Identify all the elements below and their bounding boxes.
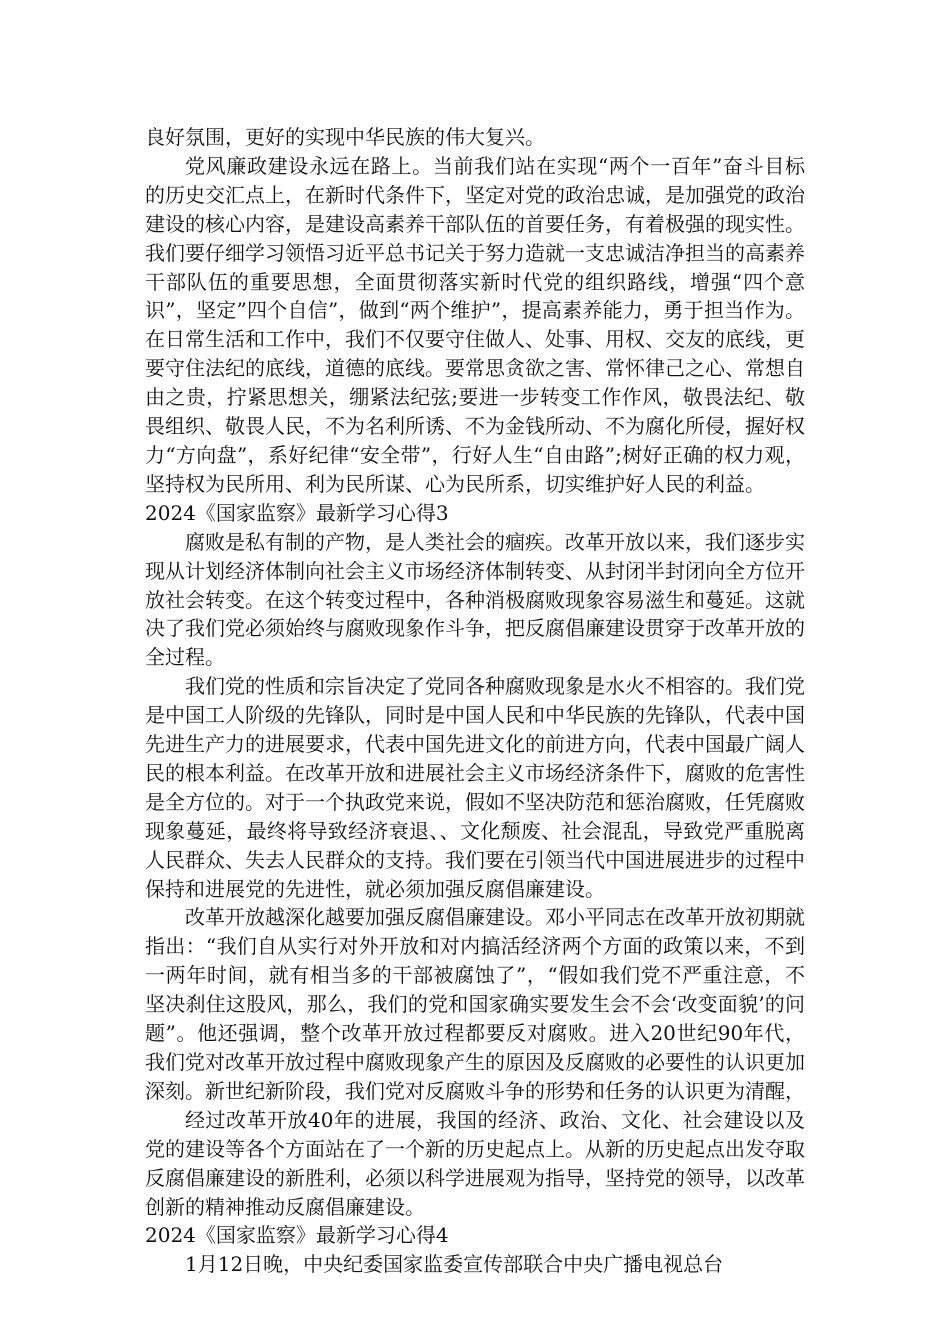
paragraph-body: 我们党的性质和宗旨决定了党同各种腐败现象是水火不相容的。我们党是中国工人阶级的先锋队，同时是中国人民和中华民族的先锋队，代表中国先进生产力的进展要求，代表中国先进文化的前进方向，代表中国最广阔人民的根本利益。在改革开放和进展社会主义市场经济条件下，腐败的危害性是全方位的。对于一个执政党来说，假如不坚决防范和惩治腐败，任凭腐败现象蔓延，最终将导致经济衰退、、文化颓废、社会混乱，导致党严重脱离人民群众、失去人民群众的支持。我们要在引领当代中国进展进步的过程中保持和进展党的先进性，就必须加强反腐倡廉建设。 [145, 674, 805, 901]
paragraph-continuation: 良好氛围，更好的实现中华民族的伟大复兴。 [145, 125, 545, 149]
paragraph-body: 经过改革开放40年的进展，我国的经济、政治、文化、社会建设以及党的建设等各个方面站在了一个新的历史起点上。从新的历史起点出发夺取反腐倡廉建设的新胜利，必须以科学进展观为指导，坚持党的领导，以改革创新的精神推动反腐倡廉建设。 [145, 1107, 805, 1219]
document-page [145, 123, 805, 1279]
section-heading-4: 2024《国家监察》最新学习心得4 [145, 1223, 449, 1248]
paragraph-body: 党风廉政建设永远在路上。当前我们站在实现“两个一百年”奋斗目标的历史交汇点上，在新时代条件下，坚定对党的政治忠诚，是加强党的政治建设的核心内容，是建设高素养干部队伍的首要任务，有着极强的现实性。我们要仔细学习领悟习近平总书记关于努力造就一支忠诚洁净担当的高素养干部队伍的重要思想，全面贯彻落实新时代党的组织路线，增强“四个意识”，坚定”四个自信”，做到“两个维护”，提高素养能力，勇于担当作为。在日常生活和工作中，我们不仅要守住做人、处事、用权、交友的底线，更要守住法纪的底线，道德的底线。要常思贪欲之害、常怀律己之心、常想自由之贵，拧紧思想关，绷紧法纪弦;要进一步转变工作作风，敬畏法纪、敬畏组织、敬畏人民，不为名利所诱、不为金钱所动、不为腐化所侵，握好权力“方向盘”，系好纪律“安全带”，行好人生“自由路”;树好正确的权力观，坚持权为民所用、利为民所谋、心为民所系，切实维护好人民的利益。 [145, 153, 805, 496]
section-heading-3: 2024《国家监察》最新学习心得3 [145, 500, 449, 525]
paragraph-body: 1月12日晚，中央纪委国家监委宣传部联合中央广播电视总台 [185, 1252, 724, 1277]
paragraph-body: 改革开放越深化越要加强反腐倡廉建设。邓小平同志在改革开放初期就指出：“我们自从实行对外开放和对内搞活经济两个方面的政策以来，不到一两年时间，就有相当多的干部被腐蚀了”，“假如我们党不严重注意，不坚决刹住这股风，那么，我们的党和国家确实要发生会不会‘改变面貌’的问题”。他还强调，整个改革开放过程都要反对腐败。进入20世纪90年代，我们党对改革开放过程中腐败现象产生的原因及反腐败的必要性的认识更加深刻。新世纪新阶段，我们党对反腐败斗争的形势和任务的认识更为清醒， [145, 905, 805, 1103]
paragraph-body: 腐败是私有制的产物，是人类社会的痼疾。改革开放以来，我们逐步实现从计划经济体制向社会主义市场经济体制转变、从封闭半封闭向全方位开放社会转变。在这个转变过程中，各种消极腐败现象容易滋生和蔓延。这就决了我们党必须始终与腐败现象作斗争，把反腐倡廉建设贯穿于改革开放的全过程。 [145, 529, 805, 670]
